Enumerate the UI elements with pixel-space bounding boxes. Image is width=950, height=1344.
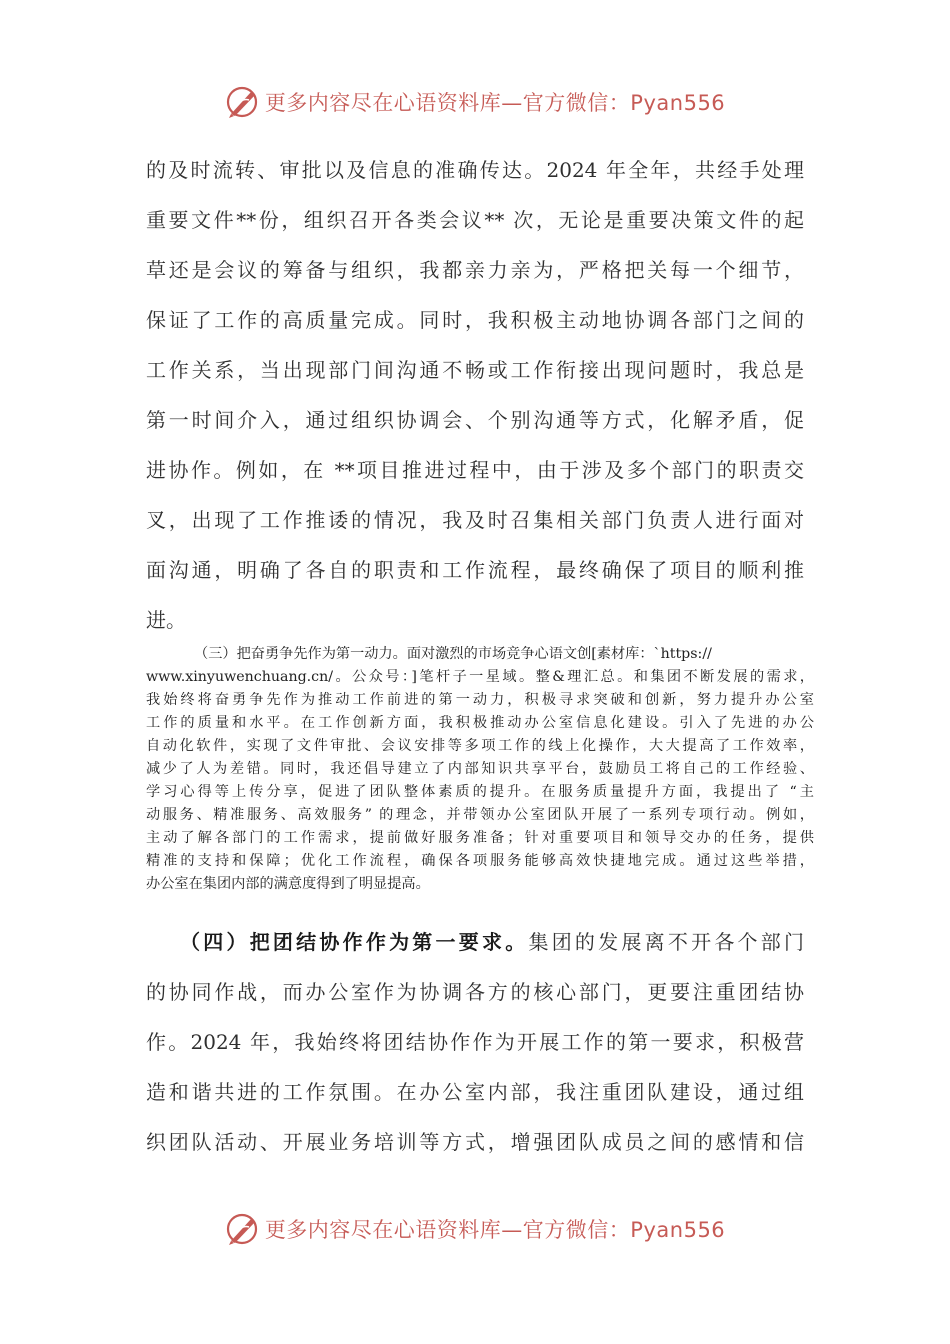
pen-logo-icon — [225, 1211, 261, 1247]
paragraph-line: 的协同作战，而办公室作为协调各方的核心部门，更要注重团结协 — [146, 980, 804, 1004]
paragraph-line: 进协作。例如，在 **项目推进过程中，由于涉及多个部门的职责交 — [146, 458, 804, 482]
paragraph-line: 我始终将奋勇争先作为推动工作前进的第一动力，积极寻求突破和创新，努力提升办公室 — [146, 692, 814, 708]
paragraph-line: 工作关系，当出现部门间沟通不畅或工作衔接出现问题时，我总是 — [146, 358, 804, 382]
header-banner — [0, 82, 950, 122]
paragraph-line: 动服务、精准服务、高效服务” 的理念，并带领办公室团队开展了一系列专项行动。例如， — [146, 807, 814, 823]
pen-logo-icon — [225, 84, 261, 120]
section-heading: （四）把团结协作作为第一要求。 — [180, 930, 529, 954]
paragraph-line: 第一时间介入，通过组织协调会、个别沟通等方式，化解矛盾，促 — [146, 408, 804, 432]
paragraph-line: 减少了人为差错。同时，我还倡导建立了内部知识共享平台，鼓励员工将自己的工作经验、 — [146, 761, 814, 777]
paragraph-line: 工作的质量和水平。在工作创新方面，我积极推动办公室信息化建设。引入了先进的办公 — [146, 715, 814, 731]
paragraph-line: 自动化软件，实现了文件审批、会议安排等多项工作的线上化操作，大大提高了工作效率， — [146, 738, 814, 754]
paragraph-line: （三）把奋勇争先作为第一动力。面对激烈的市场竞争心语文创[素材库：`https:// — [194, 646, 712, 662]
footer-banner-text: 更多内容尽在心语资料库—官方微信：Pyan556 — [264, 1218, 726, 1242]
paragraph-line: 重要文件**份，组织召开各类会议** 次，无论是重要决策文件的起 — [146, 208, 804, 232]
footer-banner — [0, 1209, 950, 1249]
paragraph-line: 学习心得等上传分享，促进了团队整体素质的提升。在服务质量提升方面，我提出了 “主 — [146, 784, 814, 800]
paragraph-line: 精准的支持和保障；优化工作流程，确保各项服务能够高效快捷地完成。通过这些举措， — [146, 853, 814, 869]
paragraph-line: 作。2024 年，我始终将团结协作作为开展工作的第一要求，积极营 — [146, 1030, 804, 1054]
paragraph-line: 造和谐共进的工作氛围。在办公室内部，我注重团队建设，通过组 — [146, 1080, 804, 1104]
paragraph-line: 办公室在集团内部的满意度得到了明显提高。 — [146, 876, 430, 892]
header-banner-text: 更多内容尽在心语资料库—官方微信：Pyan556 — [264, 91, 726, 115]
paragraph-line: 叉，出现了工作推诿的情况，我及时召集相关部门负责人进行面对 — [146, 508, 804, 532]
paragraph-first-line — [180, 927, 804, 957]
paragraph-line: www.xinyuwenchuang.cn/。公众号：]笔杆子一星域。整&理汇总。和集团不断发展的需求， — [146, 669, 814, 685]
paragraph-line: 保证了工作的高质量完成。同时，我积极主动地协调各部门之间的 — [146, 308, 804, 332]
paragraph-line: 面沟通，明确了各自的职责和工作流程，最终确保了项目的顺利推 — [146, 558, 804, 582]
paragraph-line: 进。 — [146, 608, 186, 632]
paragraph-line: 主动了解各部门的工作需求，提前做好服务准备；针对重要项目和领导交办的任务，提供 — [146, 830, 814, 846]
paragraph-text: 集团的发展离不开各个部门 — [528, 930, 805, 954]
paragraph-line: 草还是会议的筹备与组织，我都亲力亲为，严格把关每一个细节， — [146, 258, 804, 282]
paragraph-line: 织团队活动、开展业务培训等方式，增强团队成员之间的感情和信 — [146, 1130, 804, 1154]
paragraph-line: 的及时流转、审批以及信息的准确传达。2024 年全年，共经手处理 — [146, 158, 804, 182]
